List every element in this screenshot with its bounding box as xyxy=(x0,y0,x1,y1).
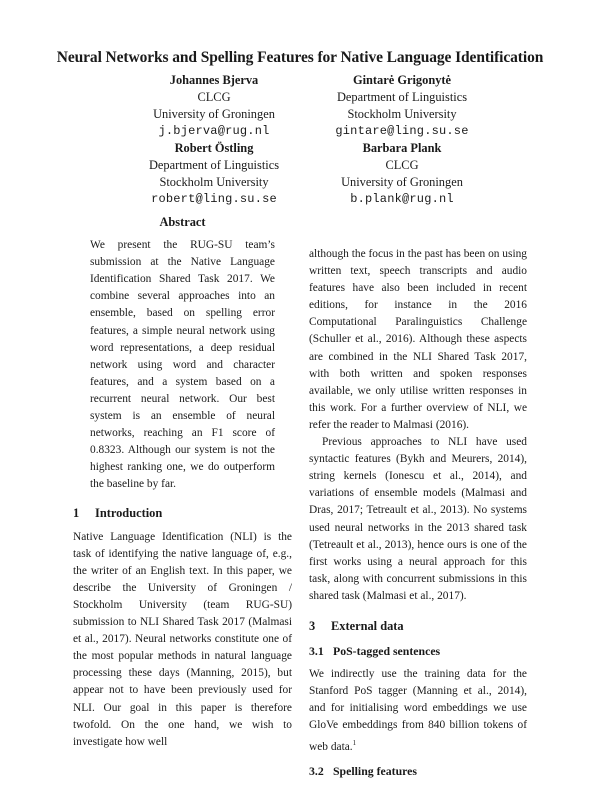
author-affiliation: Department of Linguistics xyxy=(336,90,468,104)
section-title: Introduction xyxy=(95,505,163,520)
author-block-2 xyxy=(282,72,522,140)
subsection-title: PoS-tagged sentences xyxy=(333,644,441,659)
author-institution: Stockholm University xyxy=(347,107,457,121)
subsection-heading-spelling xyxy=(309,763,527,780)
author-name: Gintarė Grigonytė xyxy=(352,73,452,87)
author-institution: Stockholm University xyxy=(159,175,269,189)
abstract-text: We present the RUG-SU team’s submission at the Native Language Identification Shared Task 2017. We combine several approaches into an ensemble, based on spelling error features, a simple neural network using word representations, a deep residual network using word and character features, and a system based on a recurrent neural network. Our best system is an ensemble of neural networks, reaching an F1 score of 0.8323. Although our system is not the highest ranking one, we do outperform the baseline by far. xyxy=(90,239,275,491)
abstract-heading: Abstract xyxy=(159,215,206,229)
pos-tagged-body: We indirectly use the training data for the Stanford PoS tagger (Manning et al., 2014), and for initialising word embeddings we use GloVe embeddings from 840 billion tokens of web data. xyxy=(309,668,527,753)
author-name: Johannes Bjerva xyxy=(169,73,259,87)
author-email[interactable]: robert@ling.su.se xyxy=(151,192,277,206)
author-email[interactable]: j.bjerva@rug.nl xyxy=(158,124,270,138)
section-title: External data xyxy=(331,618,404,633)
subsection-number: 3.2 xyxy=(309,764,324,779)
footnote-mark[interactable]: 1 xyxy=(352,738,357,747)
subsection-title: Spelling features xyxy=(333,764,418,779)
author-affiliation: Department of Linguistics xyxy=(148,158,280,172)
author-institution: University of Groningen xyxy=(341,175,463,189)
section-heading-external-data xyxy=(309,618,527,635)
subsection-number: 3.1 xyxy=(309,644,324,659)
author-institution: University of Groningen xyxy=(153,107,275,121)
author-affiliation: CLCG xyxy=(197,90,231,104)
section-number: 1 xyxy=(73,505,80,520)
right-column xyxy=(309,246,527,787)
paragraph-overview: although the focus in the past has been on using written text, speech transcripts and audio features have also been included in recent editions, for instance in the 2016 Computational Paralinguistics Challenge (Schuller et al., 2016). Although these aspects are combined in the NLI Shared Task 2017, with both written and spoken responses available, we only utilise written responses in this work. For a further overview of NLI, we refer the reader to Malmasi (2016). xyxy=(309,248,527,431)
author-email[interactable]: b.plank@rug.nl xyxy=(350,192,454,206)
section-number: 3 xyxy=(309,618,316,633)
author-name: Barbara Plank xyxy=(362,141,442,155)
pos-tagged-text xyxy=(309,666,527,755)
introduction-text: Native Language Identification (NLI) is the task of identifying the native language of, e.g., the writer of an English text. In this paper, we describe the University of Groningen / Stockholm University (team RUG-SU) submission to NLI Shared Task 2017 (Malmasi et al., 2017). Neural networks constitute one of the most popular methods in natural language processing these days (Manning, 2015), but appear not to have been previously used for NLI. Our goal in this paper is therefore twofold. On the one hand, we wish to investigate how well xyxy=(73,530,292,748)
author-affiliation: CLCG xyxy=(385,158,419,172)
subsection-heading-pos xyxy=(309,643,527,660)
author-email[interactable]: gintare@ling.su.se xyxy=(335,124,469,138)
section-heading-introduction xyxy=(73,505,292,522)
left-column xyxy=(73,214,292,751)
author-name: Robert Östling xyxy=(174,141,254,155)
paragraph-previous-approaches: Previous approaches to NLI have used syntactic features (Bykh and Meurers, 2014), string kernels (Ionescu et al., 2014), and variations of ensemble models (Malmasi and Dras, 2017; Tetreault et al., 2013). No systems used neural networks in the 2013 shared task (Tetreault et al., 2013), hence ours is one of the first works using a neural approach for this task, along with concurrent submissions in this shared task (Malmasi et al., 2017). xyxy=(309,436,527,602)
paper-title: Neural Networks and Spelling Features for Native Language Identification xyxy=(56,49,544,66)
author-block-4 xyxy=(282,140,522,208)
